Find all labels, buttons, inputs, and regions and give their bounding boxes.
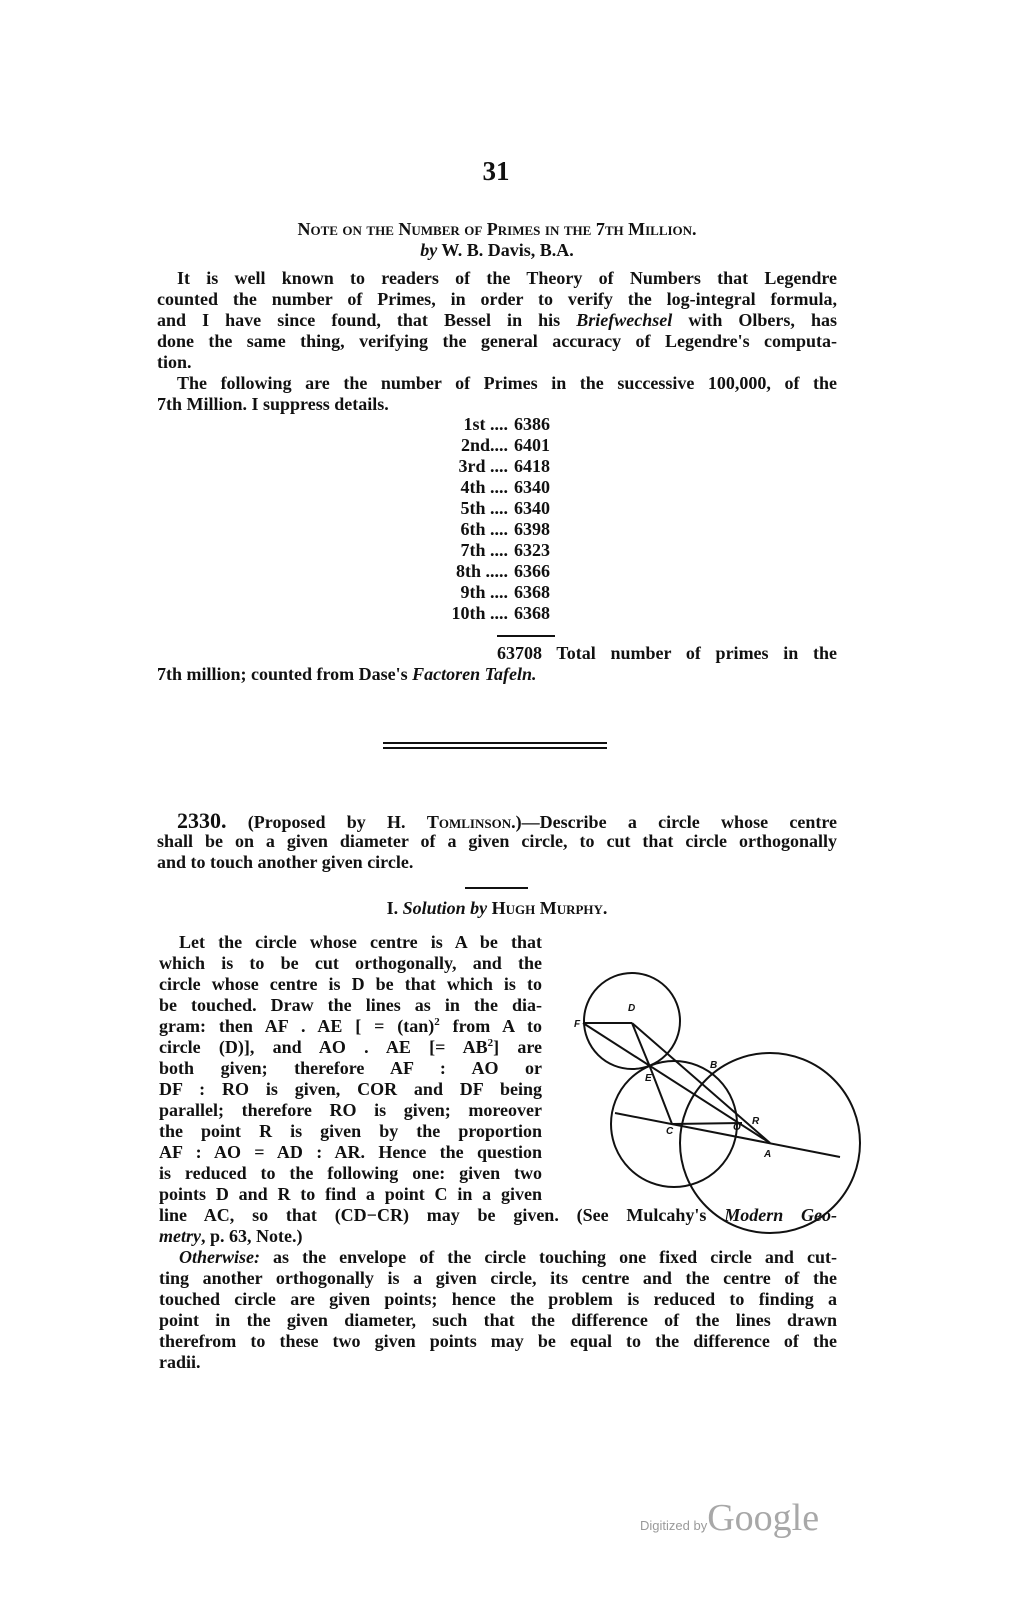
label-c: C (666, 1126, 674, 1137)
text-run: both given; therefore AF : AO or (159, 1058, 542, 1078)
text-run: Otherwise: (179, 1247, 260, 1267)
text-run: 2330. (177, 808, 227, 833)
text-run: be touched. Draw the lines as in the dia- (159, 995, 542, 1015)
table-ordinal: 7th .... (460, 540, 508, 560)
text-run: parallel; therefore RO is given; moreover (159, 1100, 542, 1120)
line-ec (650, 1067, 672, 1124)
text-run: shall be on a given diameter of a given circle, to cut that circle orthogonally (157, 831, 837, 851)
table-count: 6401 (514, 435, 550, 455)
table-ordinal: 9th .... (460, 582, 508, 602)
text-run: Davis (487, 240, 531, 260)
table-count: 6366 (514, 561, 550, 581)
text-run: Hugh Murphy. (491, 898, 608, 918)
text-run: It is well known to readers of the Theory of Numbers that Legendre (177, 268, 837, 288)
text-run: circle (D)], and AO . AE [= AB (159, 1037, 488, 1057)
text-run: ] are (493, 1037, 542, 1057)
text-run: Solution by (402, 898, 488, 918)
table-count: 6398 (514, 519, 550, 539)
text-run: The following are the number of Primes in the successive 100,000, of the (177, 373, 837, 393)
text-run: Tomlinson. (426, 812, 516, 832)
text-run: touched circle are given points; hence the problem is reduced to finding a (159, 1289, 837, 1309)
text-run: point in the given diameter, such that the difference of the lines drawn (159, 1310, 837, 1330)
text-run: gram: then AF . AE [ = (tan) (159, 1016, 435, 1036)
table-ordinal: 2nd.... (460, 435, 508, 455)
text-run: DF : RO is given, COR and DF being (159, 1079, 542, 1099)
text-run: done the same thing, verifying the general accuracy of Legendre's computa- (157, 331, 837, 351)
line-cr (672, 1123, 742, 1124)
line-da (632, 1023, 770, 1143)
text-run: 63708 Total number of primes in the (497, 643, 837, 663)
page-number: 31 (482, 156, 510, 186)
table-count: 6340 (514, 498, 550, 518)
text-run: counted the number of Primes, in order to verify the log-integral formula, (157, 289, 837, 309)
text-run: with Olbers, has (672, 310, 837, 330)
text-run: and to touch another given circle. (157, 852, 414, 872)
label-b: B (710, 1060, 718, 1071)
text-run: radii. (159, 1352, 201, 1372)
text-run: metry (159, 1226, 201, 1246)
text-run: line AC, so that (CD−CR) may be given. (See Mulcahy's (159, 1205, 725, 1225)
text-run: Note on the Number of Primes in the 7th Million. (297, 219, 697, 239)
text-run: from A to (439, 1016, 542, 1036)
table-ordinal: 6th .... (460, 519, 508, 539)
line-diameter (615, 1113, 840, 1157)
text-run: I. (386, 898, 403, 918)
label-r: R (752, 1116, 760, 1127)
text-run: points D and R to find a point C in a given (159, 1184, 542, 1204)
text-run: Let the circle whose centre is A be that (179, 932, 542, 952)
text-run: AF : AO = AD : AR. Hence the question (159, 1142, 542, 1162)
text-run: , B.A. (530, 240, 574, 260)
text-run: by (420, 240, 438, 260)
text-run: circle whose centre is D be that which is to (159, 974, 542, 994)
text-run: ting another orthogonally is a given circle, its centre and the centre of the (159, 1268, 837, 1288)
table-count: 6418 (514, 456, 550, 476)
text-run: tion. (157, 352, 192, 372)
text-run: 2 (487, 1037, 494, 1049)
watermark-prefix: Digitized by (640, 1518, 708, 1533)
text-run: W. B. (437, 240, 488, 260)
text-run: 7th million; counted from Dase's (157, 664, 413, 684)
text-run: and I have since found, that Bessel in his (157, 310, 577, 330)
table-ordinal: 4th .... (460, 477, 508, 497)
text-run: 7th Million. I suppress details. (157, 394, 389, 414)
text-run: , p. 63, Note.) (201, 1226, 303, 1246)
table-count: 6368 (514, 603, 550, 623)
table-count: 6368 (514, 582, 550, 602)
text-run: 2 (434, 1016, 440, 1028)
table-ordinal: 8th ..... (455, 561, 508, 581)
digitized-by-google-watermark (640, 1496, 819, 1540)
text-run: )—Describe a circle whose centre (515, 812, 837, 832)
watermark-brand: Google (707, 1497, 820, 1539)
label-f: F (574, 1019, 581, 1030)
text-run: Briefwechsel (576, 310, 673, 330)
label-o: O (733, 1122, 741, 1133)
table-ordinal: 1st .... (463, 414, 508, 434)
text-run: which is to be cut orthogonally, and the (159, 953, 542, 973)
text-run: therefrom to these two given points may be equal to the difference of the (159, 1331, 837, 1351)
table-ordinal: 5th .... (460, 498, 508, 518)
table-ordinal: 3rd .... (458, 456, 508, 476)
table-count: 6323 (514, 540, 550, 560)
text-run: is reduced to the following one: given two (159, 1163, 542, 1183)
table-count: 6386 (514, 414, 550, 434)
label-a: A (764, 1149, 772, 1160)
table-ordinal: 10th .... (451, 603, 508, 623)
label-d: D (628, 1003, 636, 1014)
label-e: E (645, 1073, 652, 1084)
text-run: (Proposed by H. (226, 812, 427, 832)
table-count: 6340 (514, 477, 550, 497)
text-run: Factoren Tafeln. (412, 664, 537, 684)
text-run: the point R is given by the proportion (159, 1121, 542, 1141)
text-run: as the envelope of the circle touching one fixed circle and cut- (260, 1247, 837, 1267)
text-run: Modern Geo- (724, 1205, 837, 1225)
